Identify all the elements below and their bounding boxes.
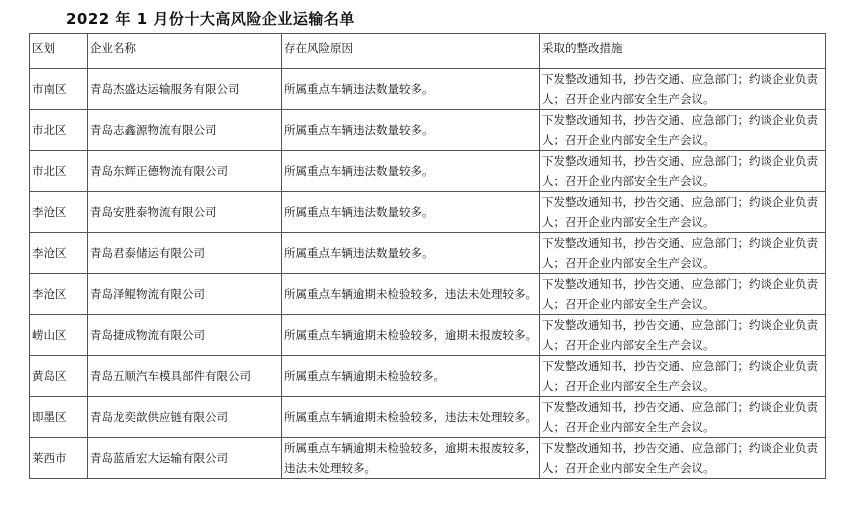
- measures-cell: 下发整改通知书，抄告交通、应急部门；约谈企业负责人；召开企业内部安全生产会议。: [540, 151, 826, 192]
- district-cell: 李沧区: [30, 274, 88, 315]
- company-cell: 青岛安胜泰物流有限公司: [88, 192, 282, 233]
- district-cell: 崂山区: [30, 315, 88, 356]
- company-cell: 青岛蓝盾宏大运输有限公司: [88, 438, 282, 479]
- header-measures: 采取的整改措施: [540, 34, 826, 69]
- company-cell: 青岛志鑫源物流有限公司: [88, 110, 282, 151]
- measures-cell: 下发整改通知书，抄告交通、应急部门；约谈企业负责人；召开企业内部安全生产会议。: [540, 438, 826, 479]
- reason-cell: 所属重点车辆逾期未检验较多，逾期未报废较多。: [282, 315, 540, 356]
- table-header-row: [30, 34, 826, 69]
- company-cell: 青岛杰盛达运输服务有限公司: [88, 69, 282, 110]
- district-cell: 市北区: [30, 151, 88, 192]
- measures-cell: 下发整改通知书，抄告交通、应急部门；约谈企业负责人；召开企业内部安全生产会议。: [540, 192, 826, 233]
- table-row: [30, 233, 826, 274]
- risk-enterprise-table: [29, 33, 826, 479]
- reason-cell: 所属重点车辆违法数量较多。: [282, 192, 540, 233]
- table-row: [30, 274, 826, 315]
- reason-cell: 所属重点车辆违法数量较多。: [282, 69, 540, 110]
- company-cell: 青岛龙奕歆供应链有限公司: [88, 397, 282, 438]
- reason-cell: 所属重点车辆逾期未检验较多，逾期未报废较多，违法未处理较多。: [282, 438, 540, 479]
- company-cell: 青岛五顺汽车模具部件有限公司: [88, 356, 282, 397]
- table-row: [30, 438, 826, 479]
- company-cell: 青岛泽鲲物流有限公司: [88, 274, 282, 315]
- table-row: [30, 110, 826, 151]
- table-row: [30, 69, 826, 110]
- measures-cell: 下发整改通知书，抄告交通、应急部门；约谈企业负责人；召开企业内部安全生产会议。: [540, 397, 826, 438]
- reason-cell: 所属重点车辆逾期未检验较多，违法未处理较多。: [282, 397, 540, 438]
- district-cell: 李沧区: [30, 233, 88, 274]
- company-cell: 青岛捷成物流有限公司: [88, 315, 282, 356]
- district-cell: 李沧区: [30, 192, 88, 233]
- page-title: 2022 年 1 月份十大高风险企业运输名单: [66, 10, 355, 28]
- table-row: [30, 356, 826, 397]
- table-row: [30, 397, 826, 438]
- company-cell: 青岛东辉正德物流有限公司: [88, 151, 282, 192]
- district-cell: 市南区: [30, 69, 88, 110]
- measures-cell: 下发整改通知书，抄告交通、应急部门；约谈企业负责人；召开企业内部安全生产会议。: [540, 69, 826, 110]
- measures-cell: 下发整改通知书，抄告交通、应急部门；约谈企业负责人；召开企业内部安全生产会议。: [540, 233, 826, 274]
- reason-cell: 所属重点车辆违法数量较多。: [282, 110, 540, 151]
- reason-cell: 所属重点车辆逾期未检验较多。: [282, 356, 540, 397]
- header-district: 区划: [30, 34, 88, 69]
- header-reason: 存在风险原因: [282, 34, 540, 69]
- measures-cell: 下发整改通知书，抄告交通、应急部门；约谈企业负责人；召开企业内部安全生产会议。: [540, 315, 826, 356]
- table-row: [30, 315, 826, 356]
- district-cell: 莱西市: [30, 438, 88, 479]
- district-cell: 黄岛区: [30, 356, 88, 397]
- measures-cell: 下发整改通知书，抄告交通、应急部门；约谈企业负责人；召开企业内部安全生产会议。: [540, 356, 826, 397]
- header-company: 企业名称: [88, 34, 282, 69]
- reason-cell: 所属重点车辆逾期未检验较多，违法未处理较多。: [282, 274, 540, 315]
- measures-cell: 下发整改通知书，抄告交通、应急部门；约谈企业负责人；召开企业内部安全生产会议。: [540, 274, 826, 315]
- table-row: [30, 192, 826, 233]
- district-cell: 即墨区: [30, 397, 88, 438]
- table-row: [30, 151, 826, 192]
- measures-cell: 下发整改通知书，抄告交通、应急部门；约谈企业负责人；召开企业内部安全生产会议。: [540, 110, 826, 151]
- reason-cell: 所属重点车辆违法数量较多。: [282, 233, 540, 274]
- reason-cell: 所属重点车辆违法数量较多。: [282, 151, 540, 192]
- company-cell: 青岛君泰储运有限公司: [88, 233, 282, 274]
- district-cell: 市北区: [30, 110, 88, 151]
